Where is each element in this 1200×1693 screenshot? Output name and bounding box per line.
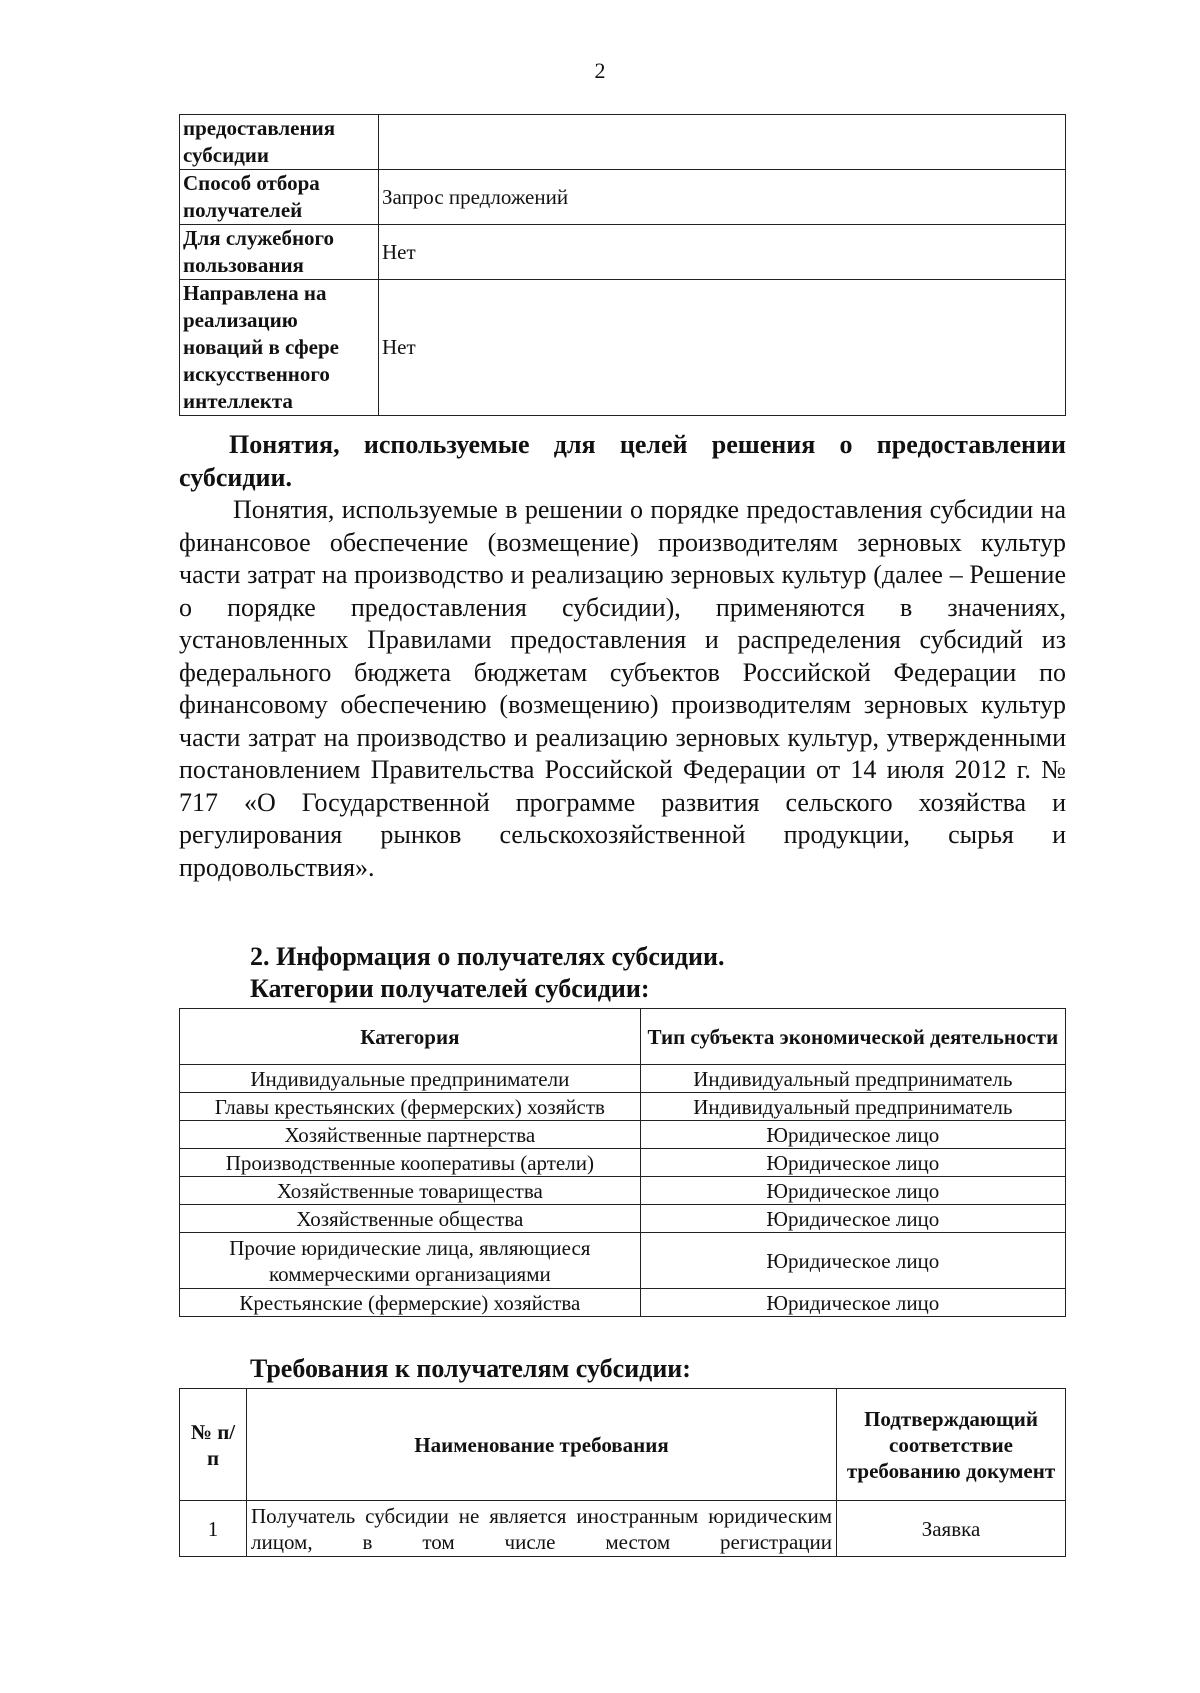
section-title: 2. Информация о получателях субсидии.: [250, 942, 725, 971]
category-cell: Индивидуальные предприниматели: [180, 1065, 641, 1093]
row-value: Нет: [379, 225, 1066, 280]
table-row: [180, 1501, 1066, 1557]
row-label: Способ отбора получателей: [180, 170, 379, 225]
category-cell: Крестьянские (фермерские) хозяйства: [180, 1289, 641, 1317]
entity-type-cell: Юридическое лицо: [640, 1121, 1065, 1149]
entity-type-cell: Юридическое лицо: [640, 1149, 1065, 1177]
category-cell: Главы крестьянских (фермерских) хозяйств: [180, 1093, 641, 1121]
category-cell: Прочие юридические лица, являющиеся коммерческими организациями: [180, 1233, 641, 1289]
category-cell: Хозяйственные партнерства: [180, 1121, 641, 1149]
column-header: Тип субъекта экономической деятельности: [640, 1009, 1065, 1065]
column-header: Категория: [180, 1009, 641, 1065]
category-cell: Хозяйственные общества: [180, 1205, 641, 1233]
table-header-row: [180, 1389, 1066, 1501]
category-cell: Производственные кооперативы (артели): [180, 1149, 641, 1177]
entity-type-cell: Юридическое лицо: [640, 1233, 1065, 1289]
categories-table: [179, 1008, 1066, 1317]
table-row: [180, 280, 1066, 416]
column-header: № п/п: [180, 1389, 247, 1501]
table-row: [180, 225, 1066, 280]
table-row: [180, 1177, 1066, 1205]
subsidy-info-table: [179, 114, 1066, 416]
entity-type-cell: Юридическое лицо: [640, 1177, 1065, 1205]
row-label: Для служебного пользования: [180, 225, 379, 280]
table-row: [180, 1121, 1066, 1149]
row-value: Запрос предложений: [379, 170, 1066, 225]
entity-type-cell: Юридическое лицо: [640, 1289, 1065, 1317]
categories-title: Категории получателей субсидии:: [250, 974, 650, 1003]
row-value: Нет: [379, 280, 1066, 416]
table-row: [180, 1093, 1066, 1121]
table-row: [180, 1149, 1066, 1177]
table-row: [180, 1233, 1066, 1289]
table-row: [180, 1205, 1066, 1233]
concepts-text: Понятия, используемые в решении о порядке предоставления субсидии на финансовое обеспечение (возмещение) производителям зерновых культур части затрат на производство и реализацию зерновых культур (далее – Решение о порядке предоставления субсидии), применяются в значениях, установленных Правилами предоставления и распределения субсидий из федерального бюджета бюджетам субъектов Российской Федерации по финансовому обеспечению (возмещению) производителям зерновых культур части затрат на производство и реализацию зерновых культур, утвержденными постановлением Правительства Российской Федерации от 14 июля 2012 г. № 717 «О Государственной программе развития сельского хозяйства и регулирования рынков сельскохозяйственной продукции, сырья и продовольствия».: [179, 495, 1066, 882]
entity-type-cell: Индивидуальный предприниматель: [640, 1093, 1065, 1121]
table-header-row: [180, 1009, 1066, 1065]
category-cell: Хозяйственные товарищества: [180, 1177, 641, 1205]
column-header: Наименование требования: [247, 1389, 837, 1501]
row-value: [379, 115, 1066, 170]
concepts-paragraph: [179, 494, 1066, 884]
entity-type-cell: Юридическое лицо: [640, 1205, 1065, 1233]
table-row: [180, 1289, 1066, 1317]
requirements-title: Требования к получателям субсидии:: [250, 1354, 691, 1383]
table-row: [180, 170, 1066, 225]
requirement-text: Получатель субсидии не является иностранным юридическим лицом, в том числе местом регистрации: [247, 1501, 837, 1557]
requirement-number: 1: [180, 1501, 247, 1557]
entity-type-cell: Индивидуальный предприниматель: [640, 1065, 1065, 1093]
concepts-heading: Понятия, используемые для целей решения о предоставлении субсидии.: [179, 430, 1066, 492]
requirement-document: Заявка: [837, 1501, 1066, 1557]
column-header: Подтверждающий соответствие требованию документ: [837, 1389, 1066, 1501]
requirements-table: [179, 1388, 1066, 1557]
table-row: [180, 1065, 1066, 1093]
table-row: [180, 115, 1066, 170]
page-number: 2: [594, 58, 606, 83]
row-label: Направлена на реализацию новаций в сфере искусственного интеллекта: [180, 280, 379, 416]
row-label: предоставления субсидии: [180, 115, 379, 170]
